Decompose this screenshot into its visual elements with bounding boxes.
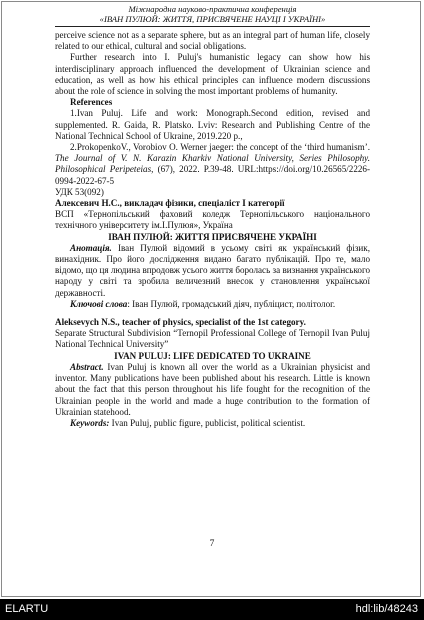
- body-paragraph-2: Further research into I. Puluj's humanistic legacy can show how his interdisciplinary approach influenced the development of Ukrainian science and education, as well as how his ethical principles can influence modern discussions about the role of science in solving the most important problems of humanity.: [55, 52, 370, 97]
- reference-2-journal: The Journal of V. N. Karazin Kharkiv National University, Series Philosophy. Philosophical Peripeteias,: [55, 153, 370, 175]
- keywords-en: [55, 418, 370, 429]
- keywords-text-en: Ivan Puluj, public figure, publicist, political scientist.: [109, 417, 306, 428]
- page-number: 7: [209, 539, 215, 549]
- author-en: Aleksevych N.S., teacher of physics, specialist of the 1st category.: [55, 317, 306, 328]
- reference-2: [55, 142, 370, 187]
- document-page: [55, 4, 370, 429]
- abstract-label-en: Abstract.: [70, 361, 104, 372]
- header-line-2: «ІВАН ПУЛЮЙ: ЖИТТЯ, ПРИСВЯЧЕНЕ НАУЦІ І УКРАЇНІ»: [99, 14, 326, 24]
- abstract-text-en: Ivan Puluj is known all over the world as a Ukrainian physicist and inventor. Many publications have been published about his research. Little is known about the fact that this person throughout his life fought for the recognition of the Ukrainian people in the world and made a huge contribution to the formation of Ukrainian statehood.: [55, 361, 370, 417]
- body-paragraph-1: perceive science not as a separate sphere, but as an integral part of human life, closely related to our ethical, cultural and social obligations.: [55, 30, 370, 52]
- keywords-ua: [55, 299, 370, 310]
- affiliation-ua: ВСП «Тернопільський фаховий коледж Тернопільського національного технічного університету ім.І.Пулюя», Україна: [55, 209, 370, 231]
- author-ua: Алексевич Н.С., викладач фізики, спеціаліст І категорії: [55, 198, 285, 209]
- keywords-label-en: Keywords:: [70, 417, 110, 428]
- article-title-en: IVAN PULUJ: LIFE DEDICATED TO UKRAINE: [114, 350, 311, 361]
- udk-code: УДК 53(092): [55, 186, 104, 197]
- affiliation-en: Separate Structural Subdivision “Ternopil Professional College of Ternopil Ivan Puluj National Technical University”: [55, 328, 370, 350]
- reference-2-details: (67), 2022. P.39-48. URL:https://doi.org/10.26565/2226-0994-2022-67-5: [55, 164, 370, 186]
- keywords-label-ua: Ключові слова: [70, 298, 128, 309]
- repository-footer-bar: [0, 599, 424, 620]
- references-title: References: [70, 97, 113, 108]
- article-title-ua: ІВАН ПУЛЮЙ: ЖИТТЯ ПРИСВЯЧЕНЕ УКРАЇНІ: [108, 231, 317, 242]
- abstract-label-ua: Анотація.: [70, 242, 112, 253]
- repository-name: ELARTU: [5, 603, 49, 615]
- abstract-en: [55, 362, 370, 418]
- running-header: [55, 4, 370, 27]
- reference-1: 1.Ivan Puluj. Life and work: Monograph.Second edition, revised and supplemented. R. Gaida, R. Platsko. Lviv: Research and Publishing Centre of the National Technical School of Ukraine, 2019.220 p.,: [55, 108, 370, 141]
- reference-2-authors: 2.ProkopenkoV., Vorobiov O. Werner jaeger: the concept of the ‘third humanism’.: [70, 142, 370, 153]
- abstract-ua: [55, 243, 370, 299]
- header-line-1: Міжнародна науково-практична конференція: [128, 4, 297, 14]
- abstract-text-ua: Іван Пулюй відомий в усьому світі як український фізик, винахідник. Про його дослідження видано багато публікацій. Про те, мало відомо, що ця людина впродовж усього життя боролась за визнання українського народу у світі та зробила величезний внесок у становлення української державності.: [55, 242, 370, 298]
- handle-identifier[interactable]: hdl:lib/48243: [355, 603, 418, 615]
- keywords-text-ua: : Іван Пулюй, громадський діяч, публіцист, політолог.: [127, 298, 336, 309]
